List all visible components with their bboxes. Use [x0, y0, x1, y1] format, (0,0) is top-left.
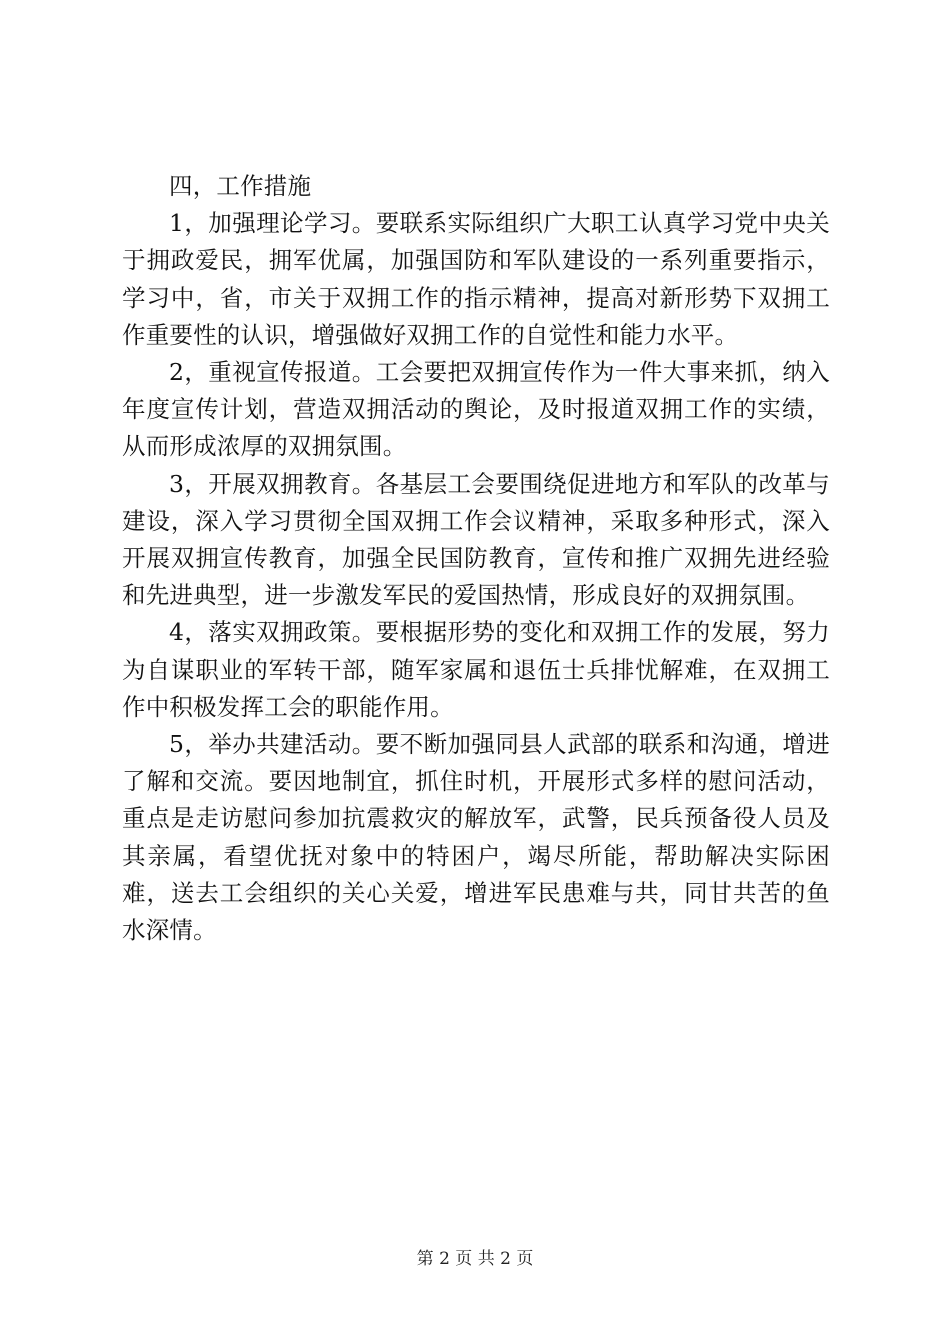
paragraph-5: 5，举办共建活动。要不断加强同县人武部的联系和沟通，增进了解和交流。要因地制宜，抓住时机，开展形式多样的慰问活动，重点是走访慰问参加抗震救灾的解放军，武警，民兵预备役人员及其亲属，看望优抚对象中的特困户，竭尽所能，帮助解决实际困难，送去工会组织的关心关爱，增进军民患难与共，同甘共苦的鱼水深情。	[122, 730, 830, 945]
document-body	[122, 168, 830, 949]
paragraph-4: 4，落实双拥政策。要根据形势的变化和双拥工作的发展，努力为自谋职业的军转干部，随军家属和退伍士兵排忧解难，在双拥工作中积极发挥工会的职能作用。	[122, 618, 830, 721]
paragraph-1: 1，加强理论学习。要联系实际组织广大职工认真学习党中央关于拥政爱民，拥军优属，加强国防和军队建设的一系列重要指示，学习中，省，市关于双拥工作的指示精神，提高对新形势下双拥工作重要性的认识，增强做好双拥工作的自觉性和能力水平。	[122, 209, 830, 349]
paragraph-3: 3，开展双拥教育。各基层工会要围绕促进地方和军队的改革与建设，深入学习贯彻全国双拥工作会议精神，采取多种形式，深入开展双拥宣传教育，加强全民国防教育，宣传和推广双拥先进经验和先进典型，进一步激发军民的爱国热情，形成良好的双拥氛围。	[122, 469, 830, 610]
paragraph-2: 2，重视宣传报道。工会要把双拥宣传作为一件大事来抓，纳入年度宣传计划，营造双拥活动的舆论，及时报道双拥工作的实绩，从而形成浓厚的双拥氛围。	[122, 358, 830, 461]
page-number-footer: 第 2 页 共 2 页	[416, 1249, 534, 1269]
section-heading: 四，工作措施	[169, 172, 312, 200]
